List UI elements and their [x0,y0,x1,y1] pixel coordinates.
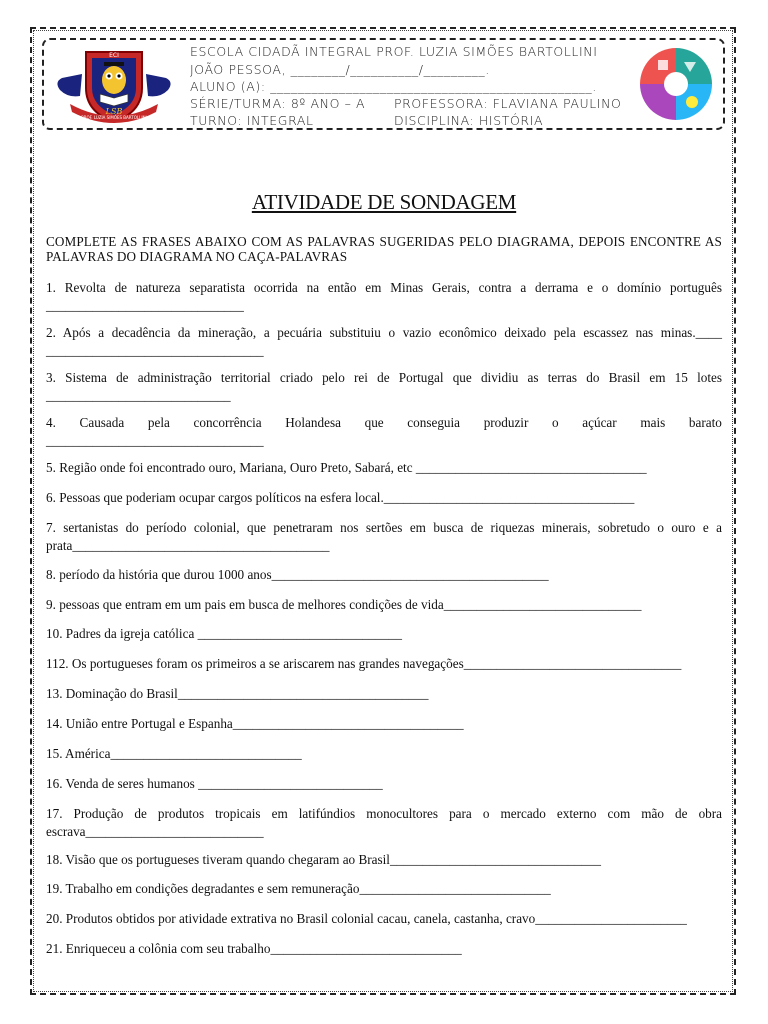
page-title: ATIVIDADE DE SONDAGEM [251,190,517,214]
school-logo [52,44,176,126]
subject: DISCIPLINA: HISTÓRIA [394,113,544,128]
q4-word: produzir [483,415,529,430]
q4-word: açúcar [582,415,617,430]
q4-word: 4. [46,415,56,430]
q4-word: conseguia [407,415,461,430]
q4-word: concorrência [193,415,262,430]
q4-word: Holandesa [285,415,341,430]
instructions: COMPLETE AS FRASES ABAIXO COM AS PALAVRAS SUGERIDAS PELO DIAGRAMA, DEPOIS ENCONTRE AS PALAVRAS DO DIAGRAMA NO CAÇA-PALAVRAS [46,234,722,264]
region-logo [636,46,716,122]
shift: TURNO: INTEGRAL [190,113,314,128]
question-112: 112. Os portugueses foram os primeiros a se ariscarem nas grandes navegações_________________________________ [46,656,682,671]
question-16: 16. Venda de seres humanos ____________________________ [46,776,383,791]
teacher-name: PROFESSORA: FLAVIANA PAULINO [394,96,622,111]
student-name-line: ALUNO (A): _______________________________________________. [190,79,597,94]
region-logo-sun [686,96,698,108]
question-17: 17. Produção de produtos tropicais em latifúndios monocultores para o mercado externo com mão de obra escrava___________________________ [46,806,722,839]
question-4-blank: _________________________________ [46,432,264,448]
logo-owl-body [102,66,126,94]
grade-class: SÉRIE/TURMA: 8º ANO – A [190,96,366,111]
question-18: 18. Visão que os portugueses tiveram quando chegaram ao Brasil________________________________ [46,852,601,867]
question-7: 7. sertanistas do período colonial, que penetraram nos sertões em busca de riquezas minerais, sobretudo o ouro e a prata_______________________________________ [46,520,722,553]
question-1: 1. Revolta de natureza separatista ocorrida na então em Minas Gerais, contra a derrama e o domínio português ______________________________ [46,280,722,313]
question-14: 14. União entre Portugal e Espanha___________________________________ [46,716,464,731]
logo-right-wing [146,74,171,96]
region-logo-center [664,72,688,96]
q4-word: Causada [79,415,125,430]
logo-owl-cap [104,62,124,66]
city-date-line: JOÃO PESSOA, ________/__________/_________. [190,62,490,77]
question-15: 15. América_____________________________ [46,746,302,761]
q4-word: o [552,415,559,430]
question-4-words [46,414,722,432]
question-5: 5. Região onde foi encontrado ouro, Mariana, Ouro Preto, Sabará, etc ___________________________________ [46,460,647,475]
logo-initials: LSB [105,107,123,116]
question-2: 2. Após a decadência da mineração, a pecuária substituiu o vazio econômico deixado pela escassez nas minas.____ _________________________________ [46,325,722,358]
logo-eci-text: ECI [109,52,119,59]
question-21: 21. Enriqueceu a colônia com seu trabalho_____________________________ [46,941,462,956]
question-10: 10. Padres da igreja católica _______________________________ [46,626,402,641]
question-6: 6. Pessoas que poderiam ocupar cargos políticos na esfera local.______________________________________ [46,490,635,505]
question-9: 9. pessoas que entram em um pais em busca de melhores condições de vida______________________________ [46,597,642,612]
question-8: 8. período da história que durou 1000 anos__________________________________________ [46,567,549,582]
question-3: 3. Sistema de administração territorial criado pelo rei de Portugal que dividiu as terras do Brasil em 15 lotes ____________________________ [46,370,722,403]
question-19: 19. Trabalho em condições degradantes e sem remuneração_____________________________ [46,881,551,896]
question-20: 20. Produtos obtidos por atividade extrativa no Brasil colonial cacau, canela, castanha, cravo_______________________ [46,911,687,926]
school-name: ESCOLA CIDADÃ INTEGRAL PROF. LUZIA SIMÕES BARTOLLINI [190,44,598,59]
question-4 [46,414,722,449]
question-13: 13. Dominação do Brasil______________________________________ [46,686,429,701]
q4-word: barato [688,415,722,430]
q4-word: mais [640,415,666,430]
q4-word: pela [147,415,170,430]
logo-left-wing [57,74,82,96]
page-border-inner [33,30,733,992]
q4-word: que [364,415,384,430]
logo-ribbon-text: PROF. LUZIA SIMÕES BARTOLLINI [81,115,147,120]
